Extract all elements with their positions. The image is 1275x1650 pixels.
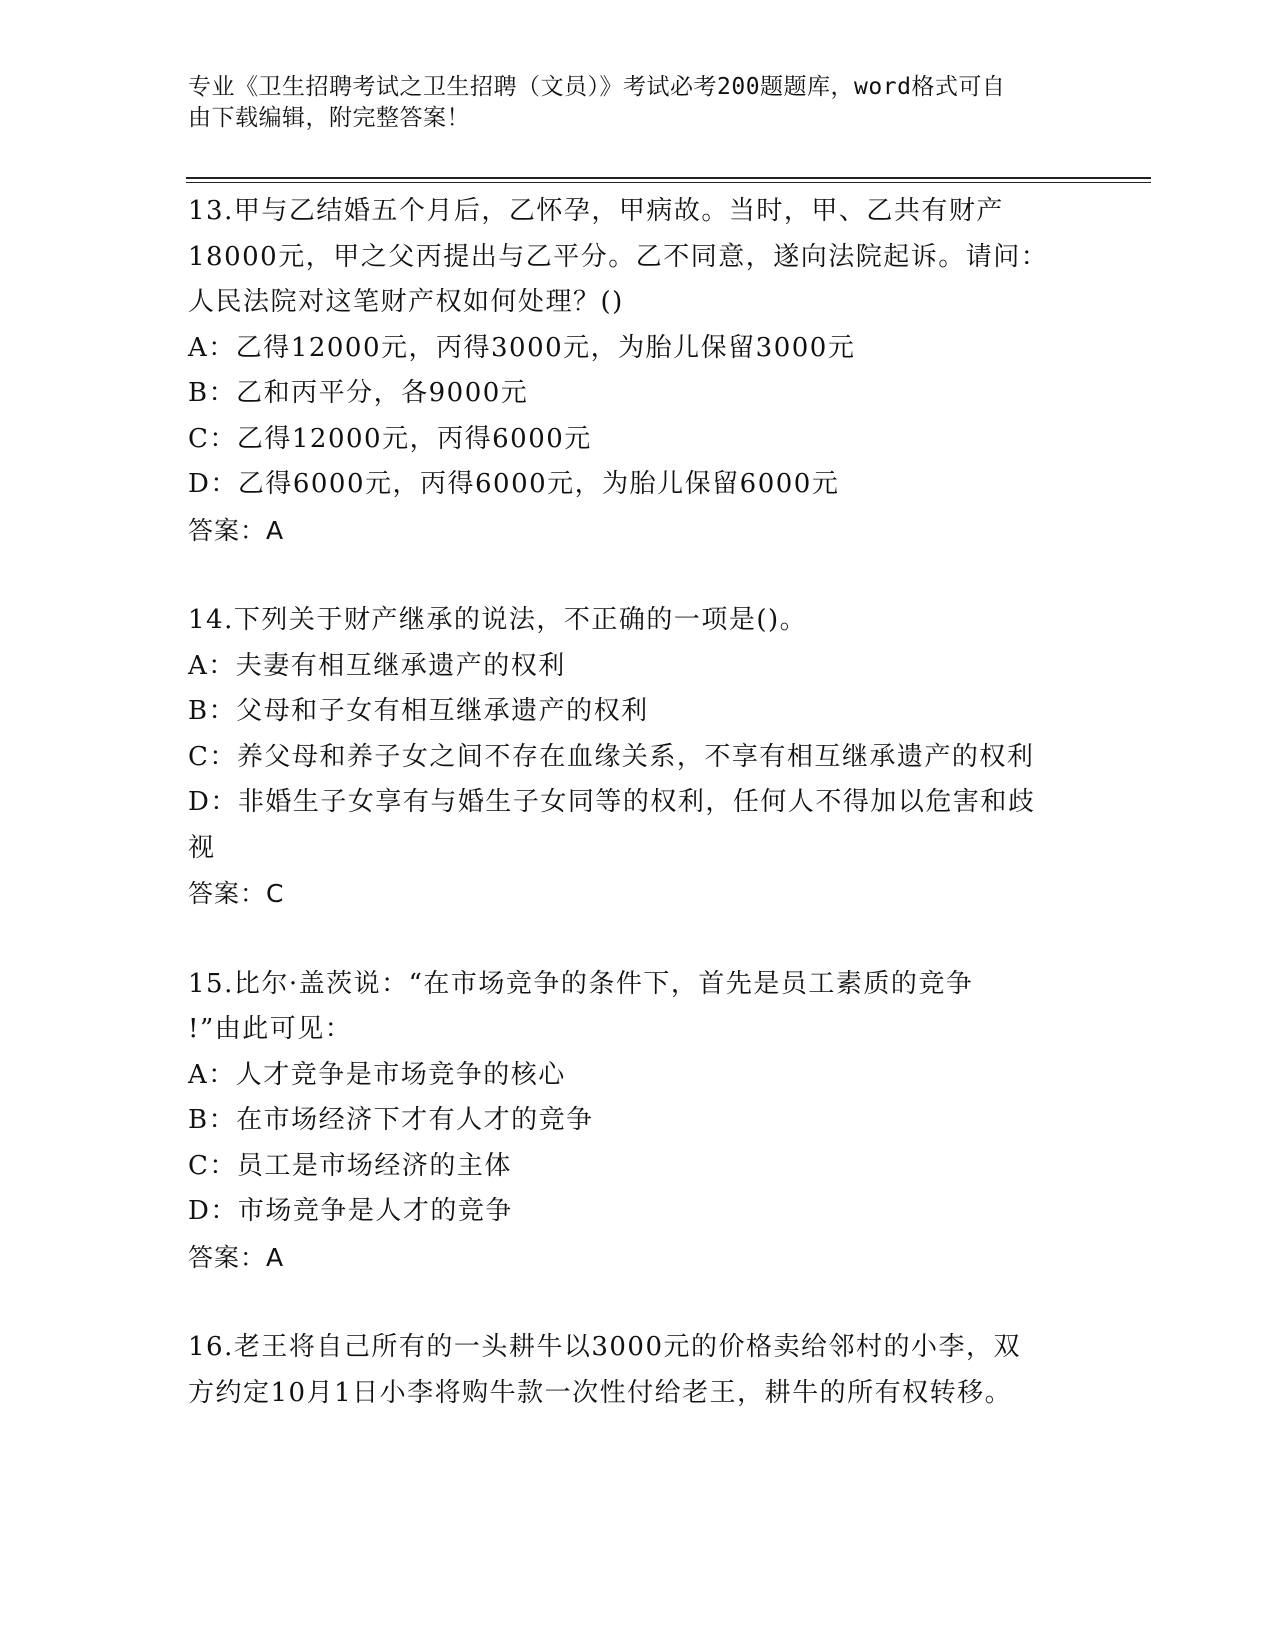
question-stem: 方约定10月1日小李将购牛款一次性付给老王，耕牛的所有权转移。 — [188, 1377, 1013, 1408]
option-d: D：乙得6000元，丙得6000元，为胎儿保留6000元 — [188, 469, 840, 499]
question-14 — [188, 598, 1088, 917]
option-d: D：非婚生子女享有与婚生子女同等的权利，任何人不得加以危害和歧 — [188, 787, 1036, 817]
answer-label: 答案：A — [188, 515, 285, 545]
option-c: C：养父母和养子女之间不存在血缘关系，不享有相互继承遗产的权利 — [188, 741, 1035, 772]
option-b: B：乙和丙平分，各9000元 — [188, 378, 529, 408]
question-stem: !”由此可见： — [188, 1014, 353, 1044]
question-15 — [188, 962, 1088, 1281]
question-stem: 14.下列关于财产继承的说法，不正确的一项是()。 — [188, 605, 808, 635]
header-line: 由下载编辑，附完整答案！ — [188, 105, 470, 131]
option-a: A：乙得12000元，丙得3000元，为胎儿保留3000元 — [188, 332, 856, 363]
option-d-continued: 视 — [188, 832, 216, 863]
document-header — [188, 72, 1068, 134]
question-stem: 人民法院对这笔财产权如何处理？() — [188, 287, 624, 317]
question-stem: 13.甲与乙结婚五个月后，乙怀孕，甲病故。当时，甲、乙共有财产 — [188, 196, 1004, 226]
question-stem: 15.比尔·盖茨说：“在市场竞争的条件下，首先是员工素质的竞争 — [188, 968, 974, 999]
answer-label: 答案：A — [188, 1242, 285, 1272]
option-b: B：在市场经济下才有人才的竞争 — [188, 1105, 594, 1135]
question-16 — [188, 1325, 1088, 1416]
answer-label: 答案：C — [188, 879, 285, 908]
header-line: 专业《卫生招聘考试之卫生招聘（文员）》考试必考200题题库，word格式可自 — [188, 74, 1006, 100]
question-13 — [188, 189, 1088, 553]
header-divider — [186, 177, 1151, 179]
option-c: C：员工是市场经济的主体 — [188, 1150, 512, 1181]
question-list — [188, 189, 1088, 1416]
option-d: D：市场竞争是人才的竞争 — [188, 1196, 513, 1226]
option-c: C：乙得12000元，丙得6000元 — [188, 423, 592, 454]
option-a: A：夫妻有相互继承遗产的权利 — [188, 650, 566, 681]
option-a: A：人才竞争是市场竞争的核心 — [188, 1059, 566, 1090]
option-b: B：父母和子女有相互继承遗产的权利 — [188, 696, 649, 726]
question-stem: 16.老王将自己所有的一头耕牛以3000元的价格卖给邻村的小李，双 — [188, 1332, 1022, 1362]
header-divider-thin — [186, 182, 1151, 183]
question-stem: 18000元，甲之父丙提出与乙平分。乙不同意，遂向法院起诉。请问： — [188, 241, 1049, 272]
